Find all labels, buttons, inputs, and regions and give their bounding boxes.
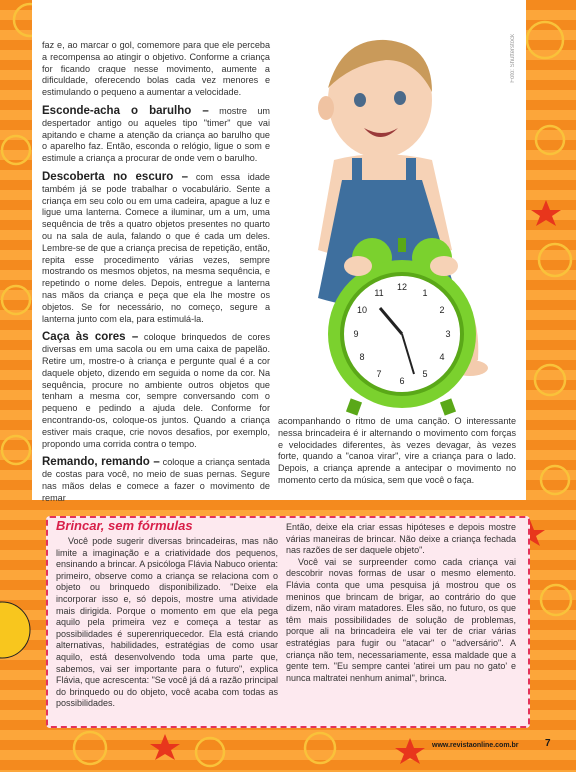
clock-numeral: 10 [356,305,368,315]
website-footer: www.revistaonline.com.br [432,742,519,749]
smiley-icon [305,733,335,763]
star-icon [150,734,180,760]
paragraph: faz e, ao marcar o gol, comemore para que ele perceba a recompensa ao atingir o objetivo. Conforme a criança for ficando craque nesse movimento, aumente a dificuldade, oferecendo bolas cada vez menores e estimulando o pequeno a aumentar a velocidade. [42,40,270,98]
section-heading: Caça às cores – [42,331,139,344]
smiley-icon [2,286,30,314]
smiley-icon [527,22,563,58]
smiley-icon [2,136,30,164]
ball-decoration [0,602,30,658]
smiley-icon [74,732,106,764]
star-icon [531,200,561,226]
smiley-icon [196,738,224,766]
clock-numeral: 6 [399,376,405,386]
box-column-1: Você pode sugerir diversas brincadeiras, mas não limite a imaginação e a criatividade dos pequenos, ensinando a brincar. A psicóloga Flávia Nabuco orienta: primeiro, observe como a criança se relaciona com o objeto ou brinquedo disponibilizado. "Deixe ela incorporar isso e, só depois, mostre uma atividade mais dirigida. Porque o momento em que ela pega aquilo pela primeira vez e começa a testar as possibilidades é superenriquecedor. Ela está criando alternativas, habilidades, estratégias de como usar aquilo, está desenvolvendo toda uma parte que, sabemos, vai ser importante para o futuro", explica Flávia, que acrescenta: "Se você já dá a razão principal do brinquedo ou do objeto, você acaba com todas as possibilidades. [56,536,278,709]
clock-numeral: 8 [359,352,365,362]
paragraph: Então, deixe ela criar essas hipóteses e depois mostre várias maneiras de brincar. Não deixe a criança fechada nas razões de ser daquele objeto". [286,522,516,556]
clock-numeral: 11 [374,288,384,298]
smiley-icon [541,585,571,615]
smiley-icon [536,126,564,154]
clock-numeral: 9 [353,329,359,339]
clock-numeral: 5 [422,369,428,379]
clock-numeral: 3 [445,329,451,339]
box-title: Brincar, sem fórmulas [56,518,193,533]
photo-credit: Foto: Shutterstock [510,34,516,83]
section-text: mostre um despertador antigo ou aqueles tipo "timer" que vai apitando e chame a atenção da criança ao barulho que o aparelho faz. Então, esconda o relógio, ligue o som e estimule a criança a procurar de onde vem o barulho. [42,105,270,164]
section-heading: Descoberta no escuro – [42,170,189,183]
section-text: coloque a criança sentada de costas para você, no meio de suas pernas. Segure nas mãos delas e comece a fazer o movimento de remar [42,457,270,503]
paragraph [42,457,270,504]
section-heading: Esconde-acha o barulho – [42,104,209,117]
clock-numeral: 1 [422,288,428,298]
smiley-icon [2,436,30,464]
page-number: 7 [545,738,551,749]
paragraph: acompanhando o ritmo de uma canção. O interessante nessa brincadeira é ir alternando o movimento com forças e velocidades diferentes, às vezes devagar, às vezes forte, quando a "canoa virar", vire a criança para o lado. Depois, a criança aprende a antecipar o movimento no momento certo da música, sem que você o faça. [278,416,516,485]
paragraph [42,332,270,450]
clock-numeral: 7 [376,369,382,379]
paragraph: Você vai se surpreender como cada criança vai descobrir novas formas de usar o mesmo elemento. Flávia conta que uma pesquisa já mostrou que os meninos que brincam de brigar, ao contrário do que dizem, não viram matadores. Eles são, no futuro, os que têm mais possibilidades de solução de problemas, porque ali na brincadeira ele vai ter de criar várias estratégias para fugir ou "atacar" o "adversário". A criança não tem, necessariamente, essa maldade que a gente tem. "Eu sempre cantei 'atirei um pau no gato' e nunca maltratei nenhum animal", brinca. [286,556,516,683]
smiley-icon [541,466,569,494]
section-text: coloque brinquedos de cores diversas em uma sacola ou em uma caixa de papelão. Retire um, mostre-o à criança e pergunte qual é a cor daquele objeto, dizendo em seguida o nome da cor. Na sequência, procure no ambiente outros objetos que tenham a mesma cor, sempre conversando com o pequeno e pedindo a ajuda dele. Conforme for encontrando-os, coloque-os juntos. Quando a criança estiver mais craque, crie novos desafios, por exemplo, propondo uma corrida contra o tempo. [42,332,271,449]
section-heading: Remando, remando – [42,456,160,469]
article-column-1 [42,40,270,511]
star-icon [395,738,425,764]
section-text: com essa idade também já se pode trabalhar o vocabulário. Sente a criança em seu colo ou em uma cadeira, apague a luz e ligue uma lanterna. Comece a iluminar, um a um, uma sequência de três a quatro objetos presentes no quarto ou na sala de aula, falando o que é cada um deles. Lembre-se de que a criança precisa de repetição, então, repita esse procedimento várias vezes, sempre mostrando os mesmos objetos, na mesma sequência, e repetindo o nome deles. Depois, entregue a lanterna nas mãos da criança e peça que ela lhe mostre os objetos. Se for necessário, no começo, segure a lanterna junto com ela, para estimulá-la. [42,171,270,324]
box-column-2 [286,522,516,684]
clock-numeral: 2 [439,305,445,315]
smiley-icon [535,365,565,395]
clock-numeral: 12 [396,282,408,292]
paragraph [42,106,270,165]
article-column-2 [278,416,516,494]
clock-numeral: 4 [439,352,445,362]
smiley-icon [539,244,571,276]
paragraph [42,172,270,325]
photo-baby-with-clock [282,30,508,420]
